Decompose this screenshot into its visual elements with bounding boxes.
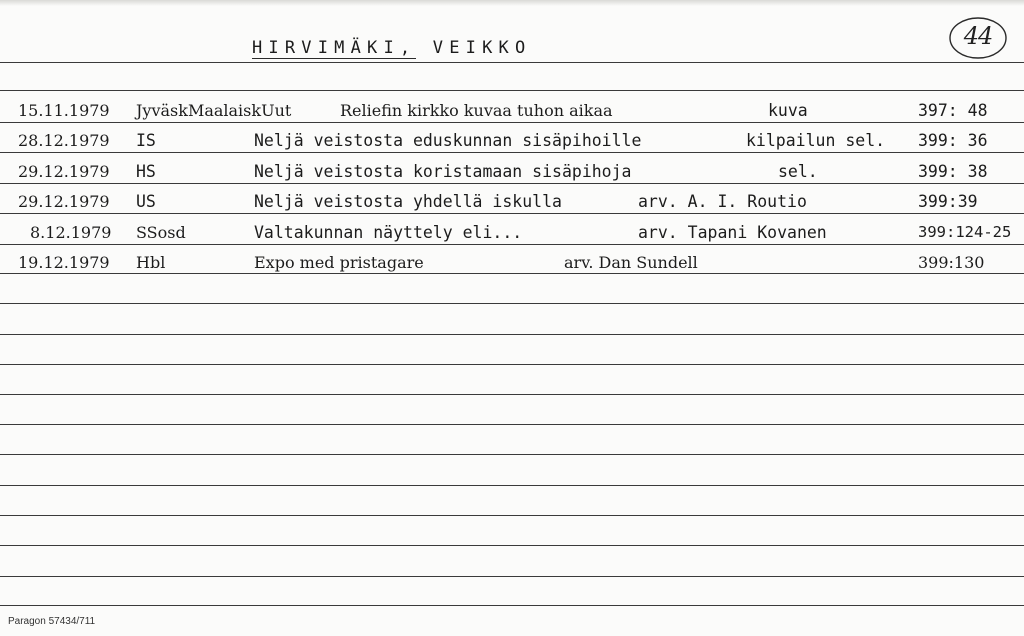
entry-title: Reliefin kirkko kuvaa tuhon aikaa (340, 101, 613, 120)
card-heading (252, 38, 531, 58)
entry-source: Hbl (136, 253, 166, 272)
entry-date: 19.12.1979 (18, 253, 110, 272)
card-number-stamp (948, 16, 1008, 60)
entry-ref: 399:39 (918, 192, 978, 211)
entry-date: 29.12.1979 (18, 192, 110, 211)
entry-ref: 399: 36 (918, 131, 988, 150)
rule-line (0, 122, 1024, 123)
card-top-edge (0, 0, 1024, 6)
entry-title: Expo med pristagare (254, 253, 424, 272)
rule-line (0, 605, 1024, 606)
entry-note: arv. Tapani Kovanen (638, 223, 827, 242)
rule-line (0, 364, 1024, 365)
entry-ref: 399:124-25 (918, 223, 1012, 241)
rule-line (0, 90, 1024, 91)
entry-source: SSosd (136, 223, 186, 242)
printer-imprint: Paragon 57434/711 (8, 616, 96, 627)
entry-source: HS (136, 162, 156, 181)
rule-line (0, 485, 1024, 486)
entry-date: 29.12.1979 (18, 162, 110, 181)
rule-line (0, 303, 1024, 304)
rule-line (0, 183, 1024, 184)
entry-ref: 399: 38 (918, 162, 988, 181)
entry-title: Neljä veistosta yhdellä iskulla (254, 192, 562, 211)
entry-note: arv. Dan Sundell (564, 253, 698, 272)
entry-source: JyväskMaalaiskUut (136, 101, 292, 120)
rule-line (0, 576, 1024, 577)
heading-name-part1: HIRVIMÄKI (252, 38, 400, 58)
entry-date: 28.12.1979 (18, 131, 110, 150)
entry-date: 8.12.1979 (30, 223, 112, 242)
rule-line (0, 394, 1024, 395)
rule-line (0, 454, 1024, 455)
entry-note: sel. (778, 162, 818, 181)
rule-line (0, 515, 1024, 516)
rule-line (0, 152, 1024, 153)
entry-note: kuva (768, 101, 808, 120)
rule-line (0, 244, 1024, 245)
card-number: 44 (963, 22, 993, 50)
entry-note: arv. A. I. Routio (638, 192, 807, 211)
rule-line (0, 334, 1024, 335)
entry-ref: 397: 48 (918, 101, 988, 120)
heading-name-part2: VEIKKO (432, 38, 532, 58)
rule-line (0, 273, 1024, 274)
entry-ref: 399:130 (918, 253, 985, 272)
entry-note: kilpailun sel. (746, 131, 886, 150)
rule-line (0, 545, 1024, 546)
rule-line (0, 62, 1024, 63)
rule-line (0, 424, 1024, 425)
entry-title: Neljä veistosta koristamaan sisäpihoja (254, 162, 632, 181)
entry-source: US (136, 192, 156, 211)
entry-source: IS (136, 131, 156, 150)
entry-date: 15.11.1979 (18, 101, 110, 120)
entry-title: Valtakunnan näyttely eli... (254, 223, 523, 242)
heading-comma: , (399, 38, 417, 58)
rule-line (0, 213, 1024, 214)
entry-title: Neljä veistosta eduskunnan sisäpihoille (254, 131, 642, 150)
